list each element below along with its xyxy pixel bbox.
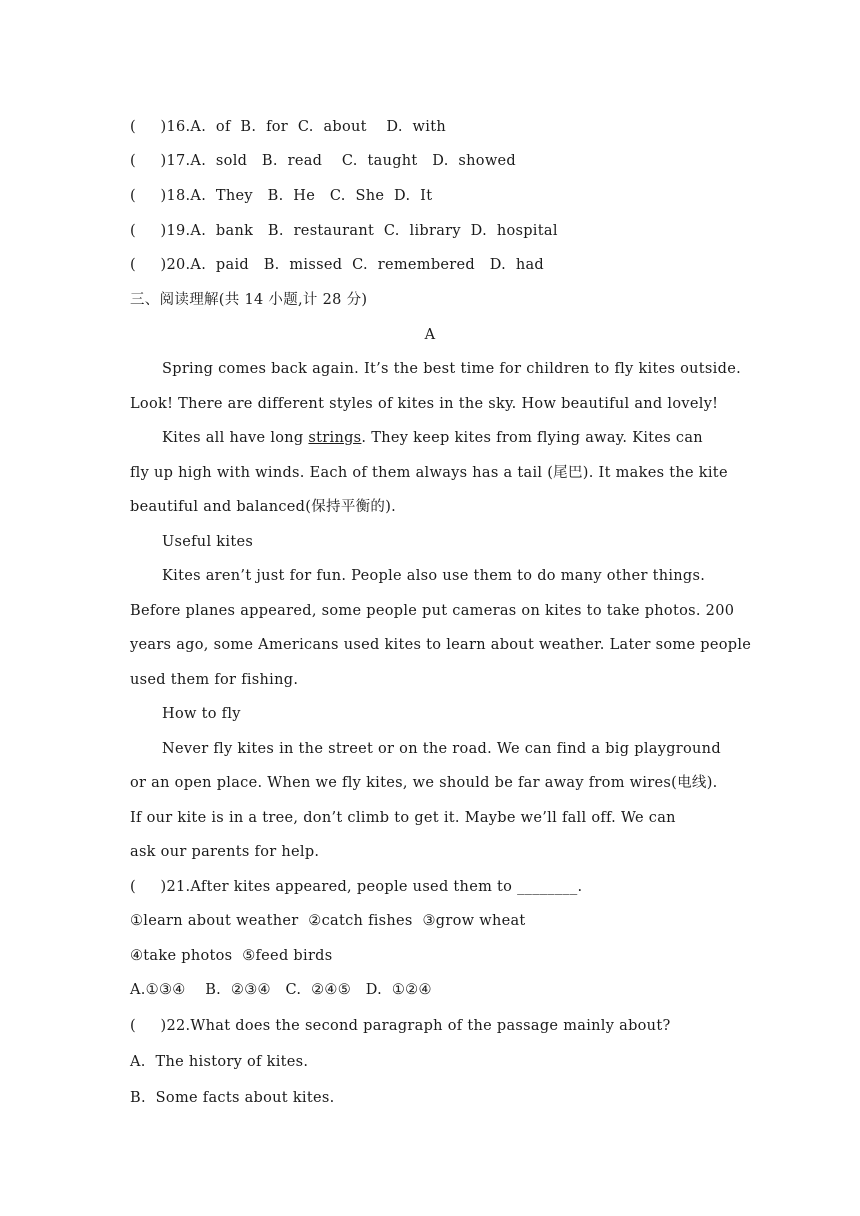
question-21-answers: A.①③④ B. ②③④ C. ②④⑤ D. ①②④ [130, 982, 432, 998]
subheading-how-to-fly: How to fly [162, 706, 241, 722]
paragraph-3-line-4: used them for fishing. [130, 672, 299, 688]
passage-label: A [424, 327, 436, 343]
paragraph-2-line-1 [162, 428, 703, 448]
choice-19: ( )19.A. bank B. restaurant C. library D. hospital [130, 223, 558, 239]
paragraph-3-line-3: years ago, some Americans used kites to learn about weather. Later some people [130, 637, 752, 653]
paragraph-1-line-1: Spring comes back again. It’s the best time for children to fly kites outside. [162, 361, 741, 377]
question-21-options-1: ①learn about weather ②catch fishes ③grow wheat [130, 913, 526, 929]
choice-17: ( )17.A. sold B. read C. taught D. showed [130, 153, 517, 169]
paragraph-1-line-2: Look! There are different styles of kites in the sky. How beautiful and lovely! [130, 396, 719, 412]
paragraph-2-line-2: fly up high with winds. Each of them always has a tail (尾巴). It makes the kite [130, 465, 728, 481]
choice-18: ( )18.A. They B. He C. She D. It [130, 188, 433, 204]
question-22-option-a: A. The history of kites. [130, 1054, 309, 1070]
question-22: ( )22.What does the second paragraph of the passage mainly about? [130, 1018, 671, 1034]
paragraph-2-line-3: beautiful and balanced(保持平衡的). [130, 499, 397, 515]
section-heading: 三、阅读理解(共 14 小题,计 28 分) [130, 292, 368, 308]
question-21-options-2: ④take photos ⑤feed birds [130, 948, 333, 964]
paragraph-4-line-1: Never fly kites in the street or on the road. We can find a big playground [162, 741, 721, 757]
paragraph-2-text-after: . They keep kites from flying away. Kites can [361, 430, 703, 446]
paragraph-4-line-3: If our kite is in a tree, don’t climb to get it. Maybe we’ll fall off. We can [130, 810, 676, 826]
underlined-word-strings: strings [308, 430, 362, 446]
paragraph-4-line-2: or an open place. When we fly kites, we should be far away from wires(电线). [130, 775, 718, 791]
question-22-option-b: B. Some facts about kites. [130, 1090, 335, 1106]
paragraph-3-line-1: Kites aren’t just for fun. People also use them to do many other things. [162, 568, 706, 584]
paragraph-4-line-4: ask our parents for help. [130, 844, 320, 860]
subheading-useful-kites: Useful kites [162, 534, 254, 550]
question-21: ( )21.After kites appeared, people used them to ________. [130, 879, 583, 895]
paragraph-2-text-before: Kites all have long [162, 430, 309, 446]
choice-16: ( )16.A. of B. for C. about D. with [130, 119, 446, 135]
paragraph-3-line-2: Before planes appeared, some people put cameras on kites to take photos. 200 [130, 603, 735, 619]
choice-20: ( )20.A. paid B. missed C. remembered D. had [130, 257, 545, 273]
